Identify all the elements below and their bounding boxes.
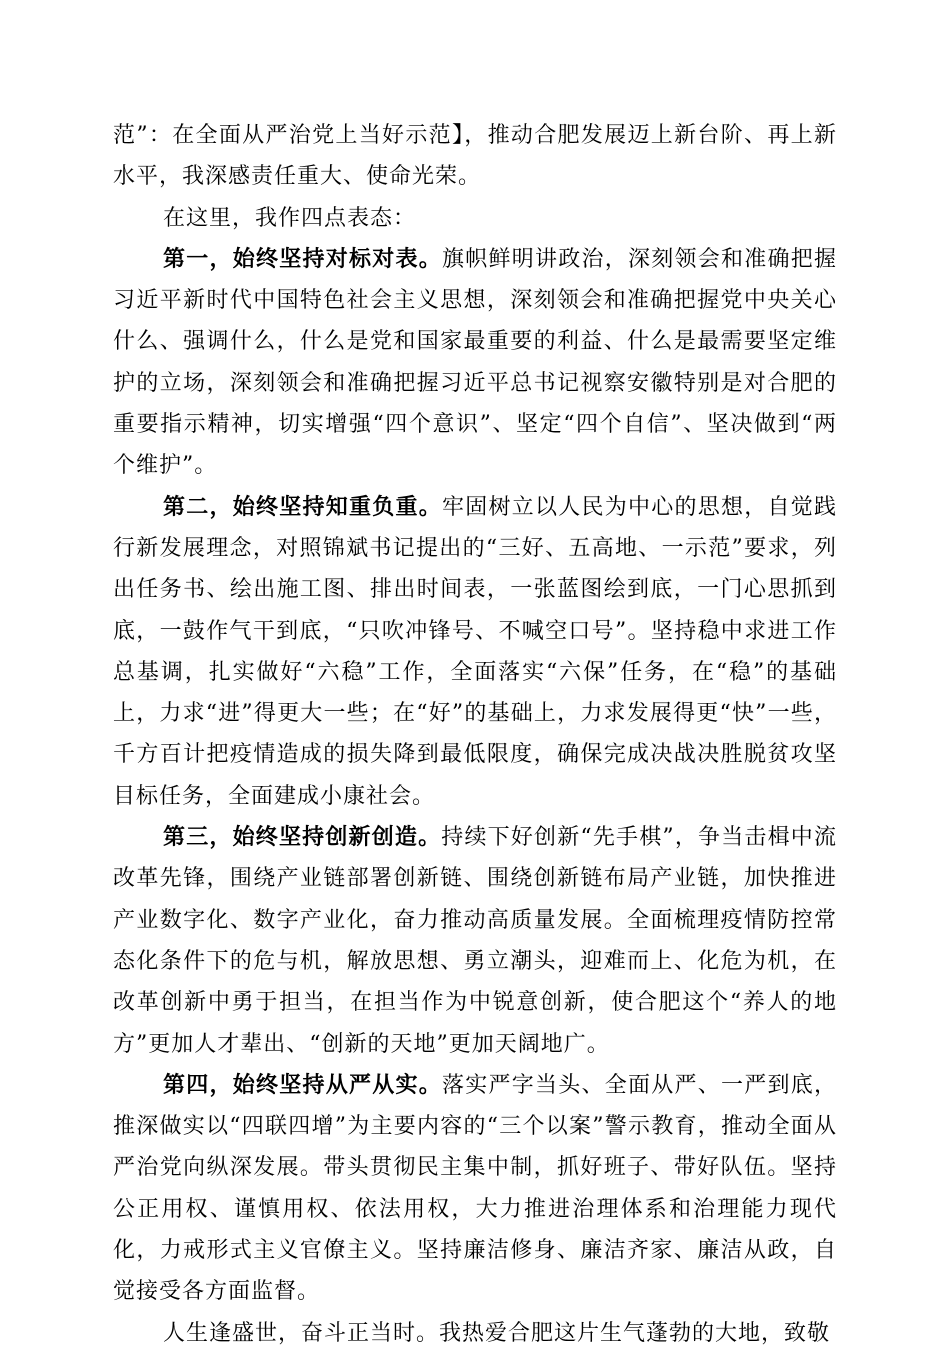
paragraph-lead: 第四，始终坚持从严从实。 <box>163 1071 442 1098</box>
paragraph-text: 持续下好创新“先手棋”，争当击楫中流改革先锋，围绕产业链部署创新链、围绕创新链布局产业链，加快推进产业数字化、数字产业化，奋力推动高质量发展。全面梳理疫情防控常态化条件下的危与机，解放思想、勇立潮头，迎难而上、化危为机，在改革创新中勇于担当，在担当作为中锐意创新，使合肥这个“养人的地方”更加人才辈出、“创新的天地”更加天阔地广。 <box>113 825 837 1057</box>
paragraph-text: 落实严字当头、全面从严、一严到底，推深做实以“四联四增”为主要内容的“三个以案”警示教育，推动全面从严治党向纵深发展。带头贯彻民主集中制，抓好班子、带好队伍。坚持公正用权、谨慎用权、依法用权，大力推进治理体系和治理能力现代化，力戒形式主义官僚主义。坚持廉洁修身、廉洁齐家、廉洁从政，自觉接受各方面监督。 <box>113 1072 837 1305</box>
paragraph-lead: 第三，始终坚持创新创造。 <box>163 824 442 851</box>
paragraph-text: 范”：在全面从严治党上当好示范】，推动合肥发展迈上新台阶、再上新水平，我深感责任重大、使命光荣。 <box>113 123 837 190</box>
paragraph-text: 牢固树立以人民为中心的思想，自觉践行新发展理念，对照锦斌书记提出的“三好、五高地、一示范”要求，列出任务书、绘出施工图、排出时间表，一张蓝图绘到底，一门心思抓到底，一鼓作气干到底，“只吹冲锋号、不喊空口号”。坚持稳中求进工作总基调，扎实做好“六稳”工作，全面落实“六保”任务，在“稳”的基础上，力求“进”得更大一些；在“好”的基础上，力求发展得更“快”一些，千方百计把疫情造成的损失降到最低限度，确保完成决战决胜脱贫攻坚目标任务，全面建成小康社会。 <box>113 494 837 809</box>
paragraph-point-2 <box>113 487 837 817</box>
paragraph-lead: 第一，始终坚持对标对表。 <box>163 245 442 272</box>
paragraph-text: 在这里，我作四点表态： <box>163 205 417 231</box>
document-body <box>113 115 837 1354</box>
paragraph-text: 旗帜鲜明讲政治，深刻领会和准确把握习近平新时代中国特色社会主义思想，深刻领会和准确把握党中央关心什么、强调什么，什么是党和国家最重要的利益、什么是最需要坚定维护的立场，深刻领会和准确把握习近平总书记视察安徽特别是对合肥的重要指示精神，切实增强“四个意识”、坚定“四个自信”、坚决做到“两个维护”。 <box>113 246 837 479</box>
paragraph-point-4 <box>113 1065 837 1313</box>
paragraph-point-1 <box>113 239 837 487</box>
paragraph-intro <box>113 198 837 239</box>
paragraph-continuation <box>113 115 837 198</box>
paragraph-closing <box>113 1313 837 1354</box>
paragraph-lead: 第二，始终坚持知重负重。 <box>163 493 442 520</box>
paragraph-point-3 <box>113 817 837 1065</box>
paragraph-text: 人生逢盛世，奋斗正当时。我热爱合肥这片生气蓬勃的大地，致敬 <box>163 1320 831 1346</box>
